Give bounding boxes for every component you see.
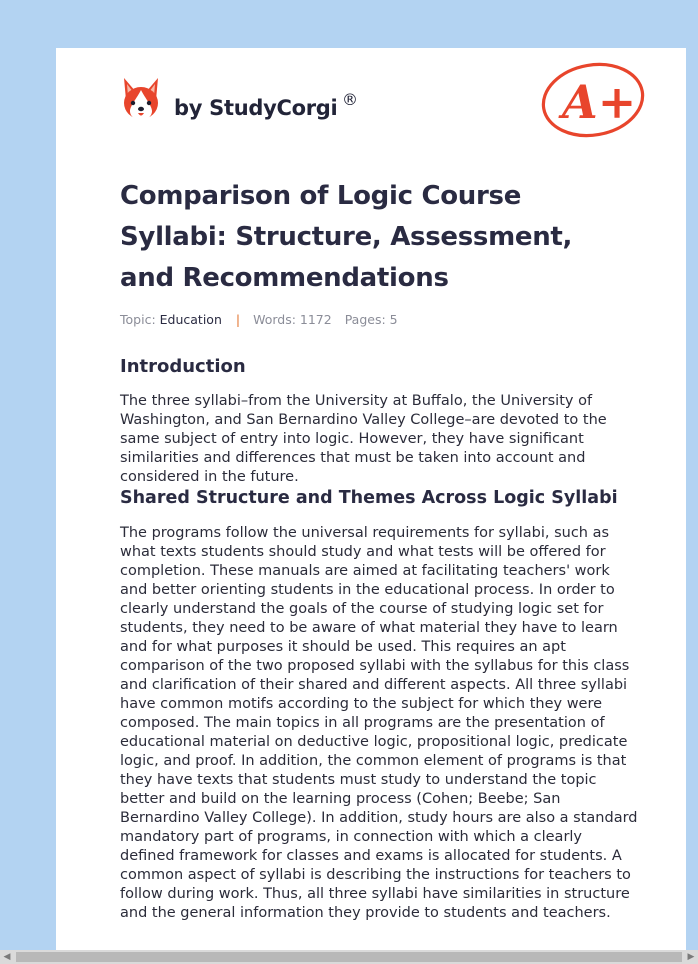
meta-separator: | [235, 312, 241, 327]
corgi-logo-icon[interactable] [120, 76, 162, 126]
section-heading: Introduction [120, 356, 246, 377]
brand-name[interactable]: by StudyCorgi [174, 96, 338, 120]
registered-mark: ® [342, 90, 358, 109]
a-plus-grade-icon [538, 58, 650, 146]
word-count: Words: 1172 [253, 312, 332, 327]
article-meta [120, 312, 398, 327]
section-paragraph: The programs follow the universal requirements for syllabi, such as what texts students should study and what tests will be offered for completion. These manuals are aimed at facilitating teachers' work and better orienting students in the educational process. In order to clearly understand the goals of the course of studying logic set for students, they need to be aware of what material they have to learn and for what purposes it should be used. This requires an apt comparison of the two proposed syllabi with the syllabus for this class and clarification of their shared and different aspects. All three syllabi have common motifs according to the subject for which they were composed. The main topics in all programs are the presentation of educational material on deductive logic, propositional logic, predicate logic, and proof. In addition, the common element of programs is that they have texts that students must study to understand the topic better and build on the learning process (Cohen; Beebe; San Bernardino Valley College). In addition, study hours are also a standard mandatory part of programs, in connection with which a clearly defined framework for classes and exams is allocated for students. A common aspect of syllabi is describing the instructions for teachers to follow during work. Thus, all three syllabi have similarities in structure and the general information they provide to students and teachers. [120, 525, 638, 921]
grade-text: A+ [562, 75, 637, 129]
topic-label: Topic: [120, 312, 156, 327]
page-count: Pages: 5 [344, 312, 398, 327]
page-title: Comparison of Logic Course Syllabi: Structure, Assessment, and Recommendations [120, 181, 573, 293]
section-paragraph: The three syllabi–from the University at Buffalo, the University of Washington, and San Bernardino Valley College–are devoted to the same subject of entry into logic. However, they have significant similarities and differences that must be taken into account and considered in the future. [120, 393, 607, 485]
scrollbar-thumb[interactable] [16, 952, 682, 962]
horizontal-scrollbar[interactable] [0, 950, 698, 964]
document-page [56, 48, 686, 950]
topic-value[interactable]: Education [159, 312, 222, 327]
scroll-left-icon[interactable]: ◀ [3, 952, 11, 962]
scroll-right-icon[interactable]: ▶ [687, 952, 695, 962]
section-heading: Shared Structure and Themes Across Logic Syllabi [120, 488, 618, 508]
